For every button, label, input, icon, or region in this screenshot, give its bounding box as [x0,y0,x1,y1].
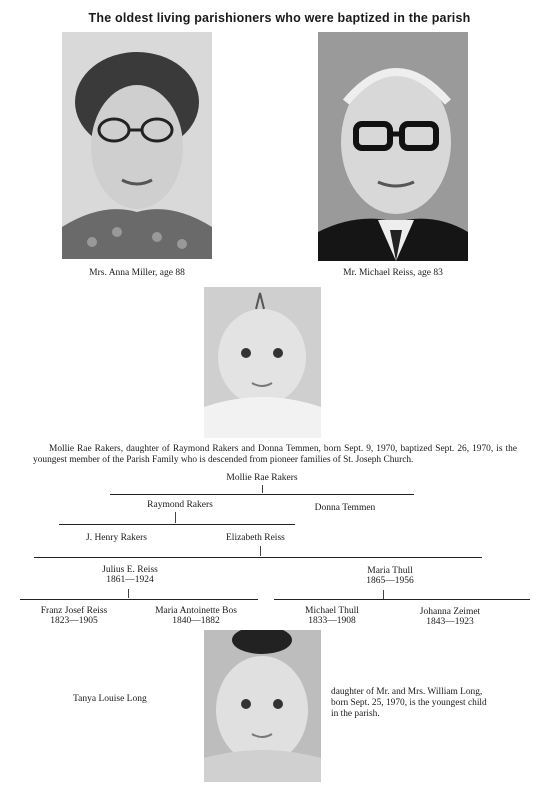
tree-mollie-rae-rakers: Mollie Rae Rakers [226,473,298,483]
tree-line-reiss-ancestors [20,599,258,600]
tanya-louise-long-name: Tanya Louise Long [73,694,147,704]
tree-raymond-rakers: Raymond Rakers [147,500,213,510]
tree-j-henry-rakers: J. Henry Rakers [86,533,147,543]
page-title: The oldest living parishioners who were baptized in the parish [88,11,471,25]
infant-portrait-image [204,630,321,782]
tree-connector [175,512,176,523]
tree-franz-josef-reiss: Franz Josef Reiss [40,606,108,616]
mollie-description-paragraph: Mollie Rae Rakers, daughter of Raymond Rakers and Donna Temmen, born Sept. 9, 1970, baptized Sept. 26, 1970, is the youngest member of the Parish Family who is descended from pioneer families of St. Joseph Church. [33,444,517,465]
tree-antoinette-years: 1840—1882 [172,616,220,626]
tree-maria-antoinette-bos: Maria Antoinette Bos [155,606,237,616]
anna-miller-caption: Mrs. Anna Miller, age 88 [89,268,185,278]
tree-michael-thull-years: 1833—1908 [308,616,356,626]
tree-line-parents [110,494,414,495]
tree-julius-e-reiss: Julius E. Reiss [102,565,158,575]
tree-line-great-grandparents [34,557,482,558]
tree-maria-thull-years: 1865—1956 [366,576,414,586]
woman-portrait-image [62,32,212,259]
tree-connector [128,589,129,598]
tree-michael-thull: Michael Thull [305,606,359,616]
photo-michael-reiss [318,32,468,261]
tree-elizabeth-reiss: Elizabeth Reiss [226,533,285,543]
tanya-description: daughter of Mr. and Mrs. William Long, born Sept. 25, 1970, is the youngest child in the parish. [331,687,487,719]
photo-anna-miller [62,32,212,259]
tree-line-thull-ancestors [274,599,530,600]
tree-connector [262,485,263,493]
tree-johanna-years: 1843—1923 [426,617,474,627]
photo-mollie-rakers [204,287,321,438]
man-portrait-image [318,32,468,261]
tree-johanna-zeimet: Johanna Zeimet [419,607,481,617]
tree-donna-temmen: Donna Temmen [314,503,376,513]
michael-reiss-caption: Mr. Michael Reiss, age 83 [343,268,443,278]
tree-maria-thull: Maria Thull [367,566,413,576]
tree-connector [260,546,261,556]
photo-tanya-long [204,630,321,782]
tree-connector [383,590,384,599]
tree-line-grandparents [59,524,295,525]
infant-portrait-image [204,287,321,438]
tree-julius-years: 1861—1924 [106,575,154,585]
tree-franz-years: 1823—1905 [50,616,98,626]
